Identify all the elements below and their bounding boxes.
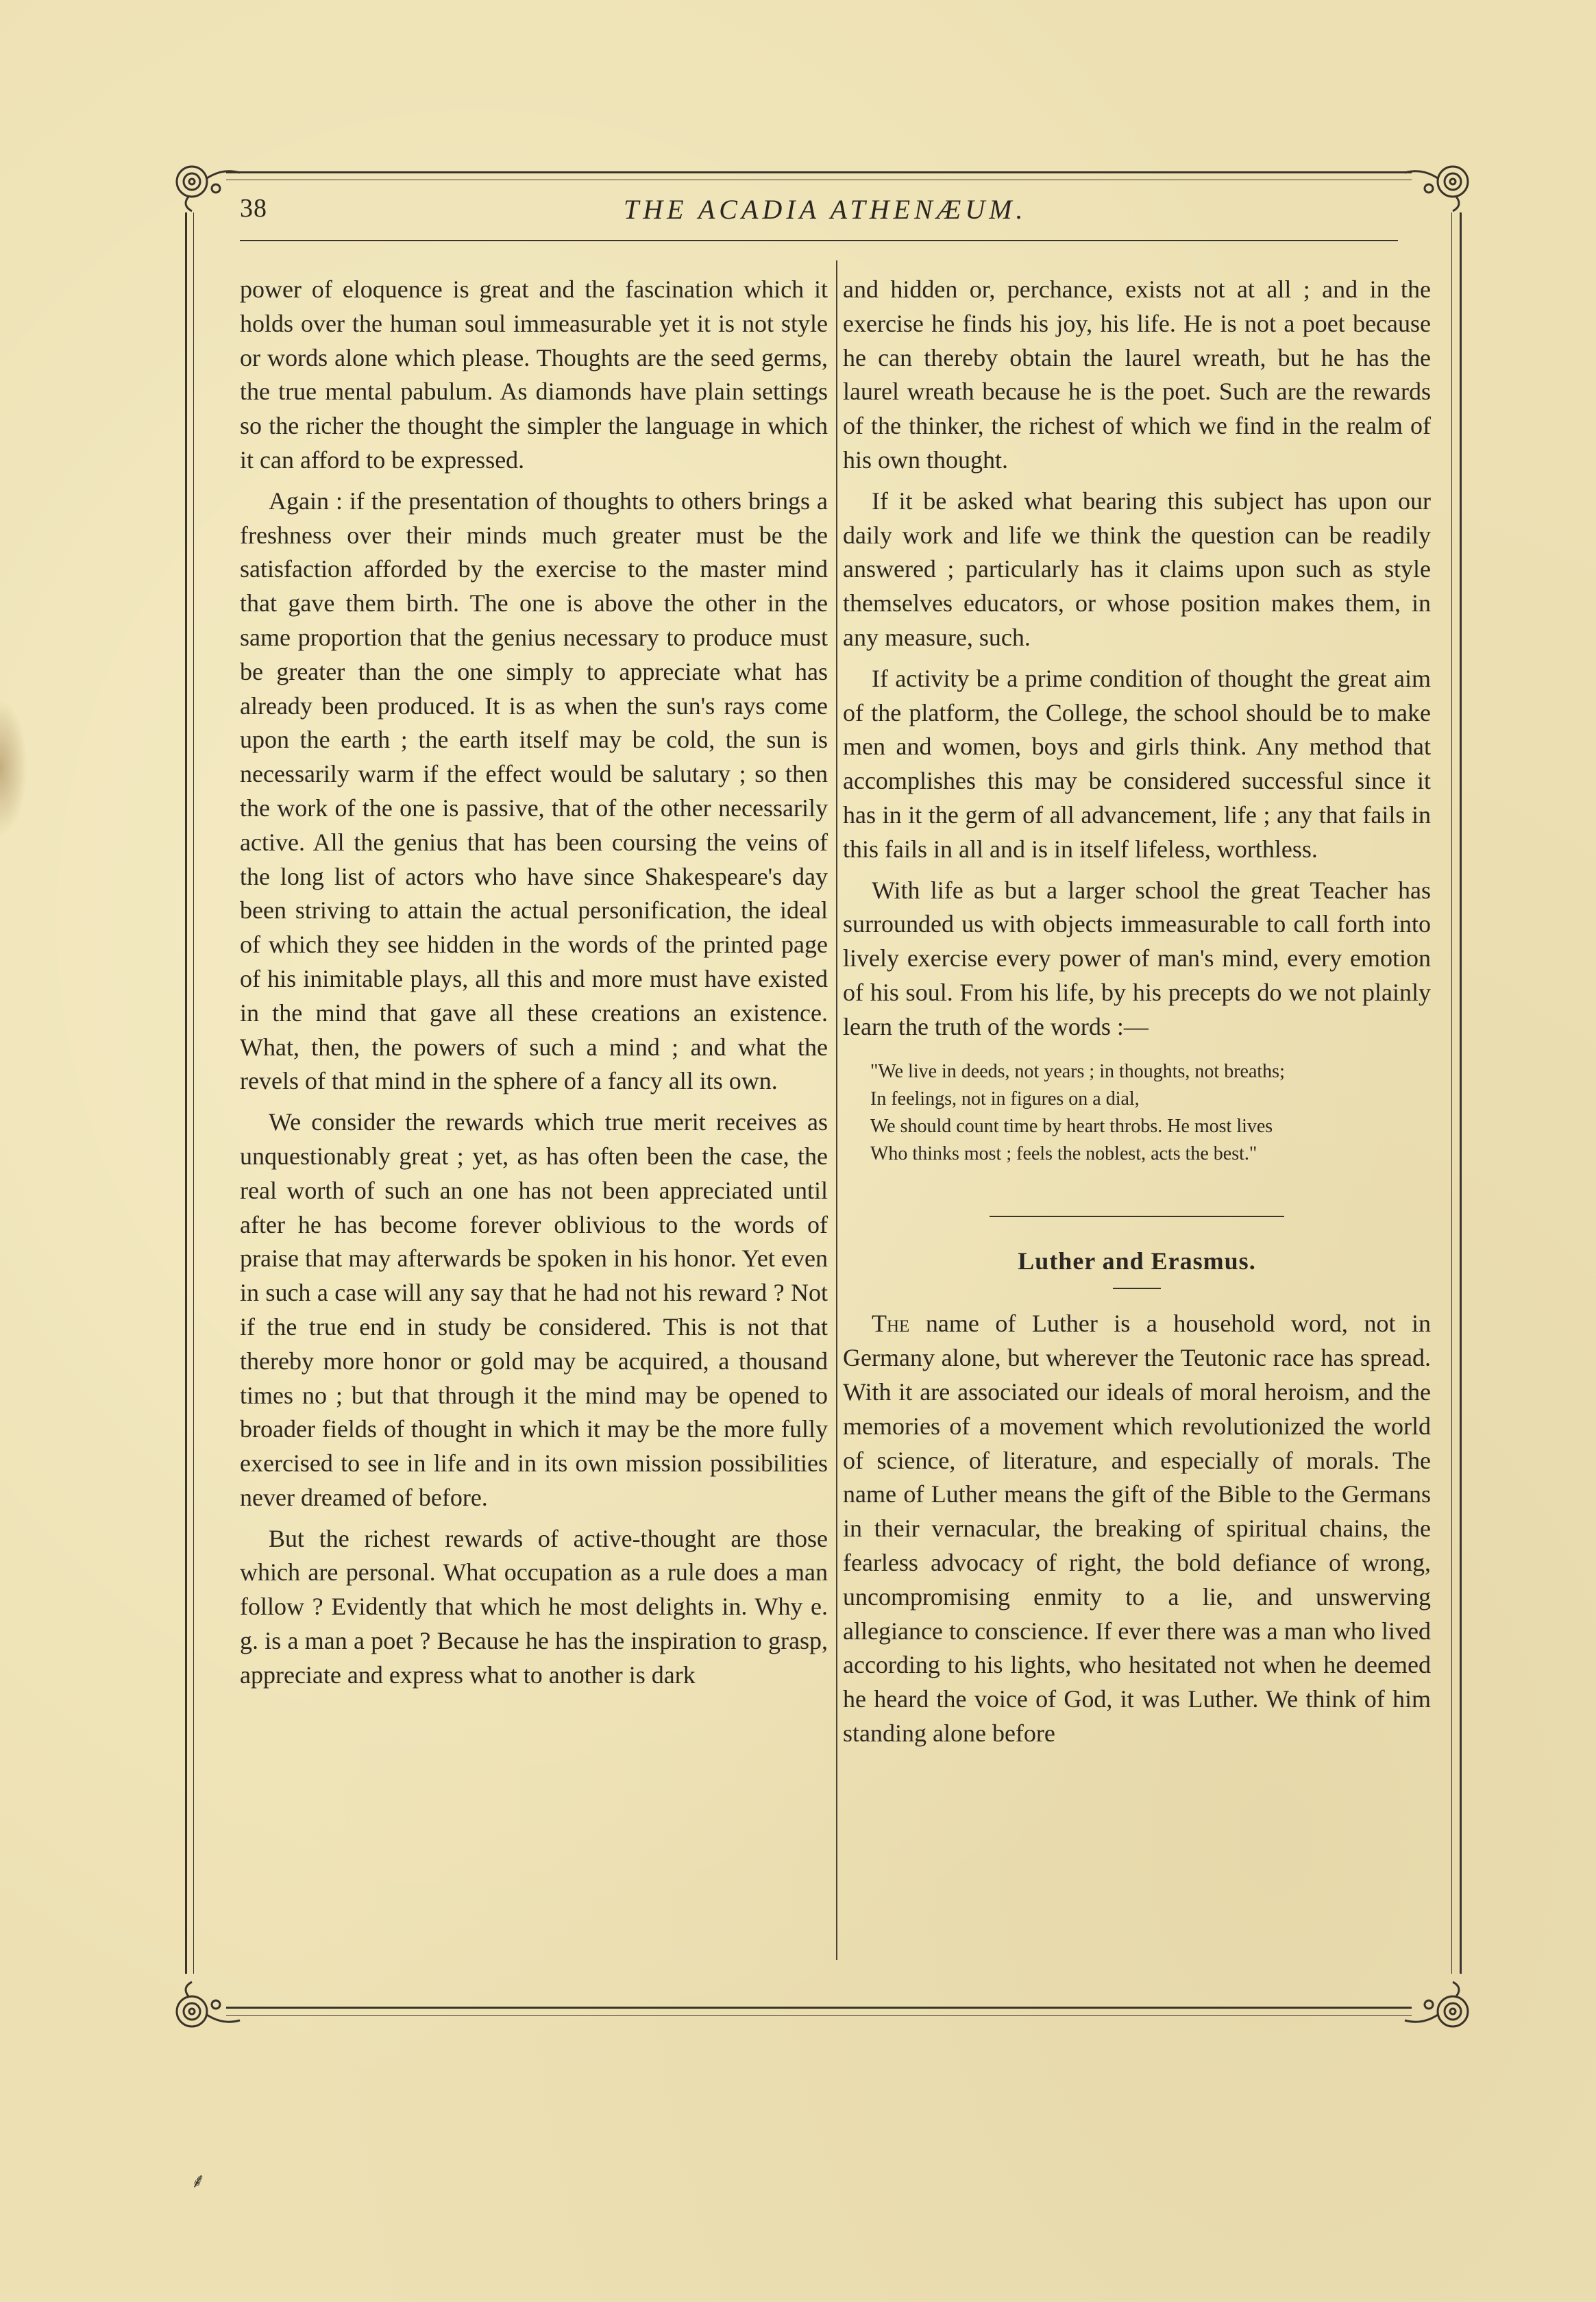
paragraph: We consider the rewards which true merit receives as unquestionably great ; yet, as has often been the case, the real worth of such an one has not been appreciated until after he has become forever oblivious to the words of praise that may afterwards be spoken in his honor. Yet even in such a case will any say that he had not his reward ? Not if the true end in study be considered. This is not that thereby more honor or gold may be acquired, a thousand times no ; but that through it the mind may be opened to broader fields of thought in which it may be the more fully exercised to see in life and in its own mission possibilities never dreamed of before. (240, 1108, 828, 1511)
running-title: THE ACADIA ATHENÆUM. (624, 194, 1027, 225)
frame-left-rule (185, 212, 187, 1974)
poem-quote (870, 1058, 1431, 1168)
dropword: The (872, 1310, 910, 1338)
frame-top-rule (226, 171, 1412, 173)
poem-line: Who thinks most ; feels the noblest, acts the best." (870, 1142, 1257, 1164)
article-title: Luther and Erasmus. (1018, 1247, 1256, 1275)
paragraph: But the richest rewards of active-thought are those which are personal. What occupation as a rule does a man follow ? Evidently that which he most delights in. Why e. g. is a man a poet ? Because he has the inspiration to grasp, appreciate and express what to another is dark (240, 1524, 828, 1689)
article-paragraph (843, 1307, 1431, 1750)
frame-bottom-rule-thin (226, 2015, 1412, 2016)
column-divider (836, 260, 837, 1960)
article-body: name of Luther is a household word, not in Germany alone, but wherever the Teutonic race has spread. With it are associated our ideals of moral heroism, and the memories of a movement which revolutionized the world of science, of literature, and especially of morals. The name of Luther means the gift of the Bible to the Germans in their vernacular, the breaking of spiritual chains, the fearless advocacy of right, the bold defiance of wrong, uncompromising enmity to a lie, and unswerving allegiance to conscience. If ever there was a man who lived according to his lights, who hesitated not when he deemed he heard the voice of God, it was Luther. We think of him standing alone before (843, 1310, 1431, 1747)
paragraph: Again : if the presentation of thoughts to others brings a freshness over their minds much greater must be the satisfaction afforded by the exercise to the master mind that gave them birth. The one is above the other in the same proportion that the genius necessary to produce must be greater than the one simply to appreciate what has already been produced. It is as when the sun's rays come upon the earth ; the earth itself may be cold, the sun is necessarily warm if the effect would be salutary ; so then the work of the one is passive, that of the other necessarily active. All the genius that has been coursing the veins of the long list of actors who have since Shakespeare's day been striving to attain the actual personification, the ideal of which they see hidden in the words of the printed page of his inimitable plays, all this and more must have existed in the mind that gave all these creations an existence. What, then, the powers of such a mind ; and what the revels of that mind in the sphere of a fancy all its own. (240, 487, 828, 1095)
poem-line: In feelings, not in figures on a dial, (870, 1088, 1140, 1110)
page-header (240, 193, 1405, 228)
poem-line: We should count time by heart throbs. He most lives (870, 1115, 1273, 1137)
paper-stain (0, 699, 27, 836)
right-column (843, 273, 1431, 1751)
title-dash (1113, 1288, 1161, 1289)
frame-bottom-rule (226, 2007, 1412, 2009)
left-column (240, 273, 828, 1693)
paragraph: power of eloquence is great and the fascination which it holds over the human soul immeasurable yet it is not style or words alone which please. Thoughts are the seed germs, the true mental pabulum. As diamonds have plain settings so the richer the thought the simpler the language in which it can afford to be expressed. (240, 275, 828, 474)
ink-mark: ⸙ (191, 2170, 206, 2192)
paragraph: and hidden or, perchance, exists not at all ; and in the exercise he finds his joy, his life. He is not a poet because he can thereby obtain the laurel wreath, but he has the laurel wreath because he is the poet. Such are the rewards of the thinker, the richest of which we find in the realm of his own thought. (843, 275, 1431, 474)
frame-right-rule (1460, 212, 1462, 1974)
paragraph: If activity be a prime condition of thought the great aim of the platform, the College, the school should be to make men and women, boys and girls think. Any method that accomplishes this may be considered successful since it has in it the germ of all advancement, life ; any that fails in this fails in all and is in itself lifeless, worthless. (843, 664, 1431, 863)
paragraph: If it be asked what bearing this subject has upon our daily work and life we think the question can be readily answered ; particularly has it claims upon such as style themselves educators, or whose position makes them, in any measure, such. (843, 487, 1431, 651)
poem-line: "We live in deeds, not years ; in thoughts, not breaths; (870, 1060, 1285, 1082)
corner-ornament-top-left (168, 151, 243, 212)
corner-ornament-bottom-left (168, 1981, 243, 2042)
frame-left-rule-thin (193, 212, 194, 1974)
corner-ornament-top-right (1401, 151, 1477, 212)
paragraph: With life as but a larger school the great Teacher has surrounded us with objects immeasurable to call forth into lively exercise every power of man's mind, every emotion of his soul. From his life, by his precepts do we not plainly learn the truth of the words :— (843, 876, 1431, 1040)
header-rule (240, 240, 1398, 241)
page-number: 38 (240, 194, 267, 223)
corner-ornament-bottom-right (1401, 1981, 1477, 2042)
section-divider (990, 1216, 1284, 1217)
frame-right-rule-thin (1451, 212, 1452, 1974)
